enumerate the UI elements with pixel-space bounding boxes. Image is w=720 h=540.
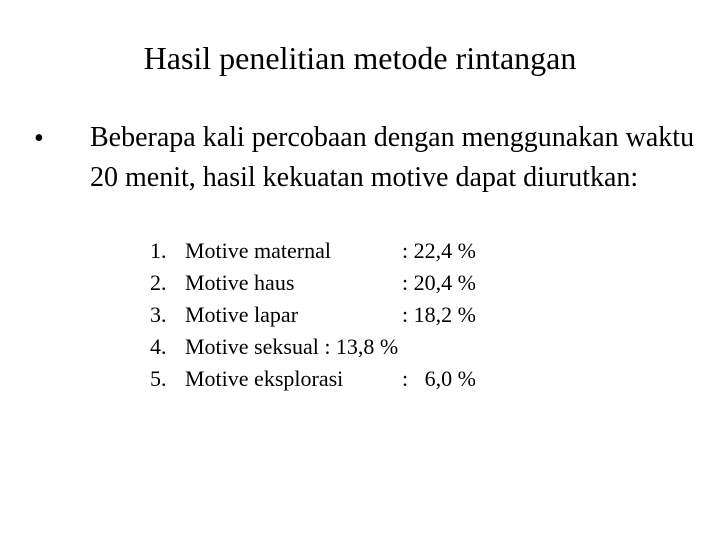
bullet-icon: • [34,123,44,154]
bullet-text: Beberapa kali percobaan dengan menggunakan waktu 20 menit, hasil kekuatan motive dapat diurutkan: [90,122,695,193]
result-number: 4. [150,334,167,359]
result-name: Motive eksplorasi [185,366,344,391]
result-number: 1. [150,238,167,263]
result-value: : 22,4 % [402,238,476,263]
slide-title: Hasil penelitian metode rintangan [143,40,577,76]
result-number: 2. [150,270,167,295]
result-value: : 20,4 % [402,270,476,295]
result-value: : 6,0 % [402,366,476,391]
result-name: Motive haus [185,270,295,295]
result-name: Motive maternal [185,238,332,263]
result-number: 3. [150,302,167,327]
result-name: Motive lapar [185,302,299,327]
result-number: 5. [150,366,167,391]
result-line: Motive seksual : 13,8 % [185,334,399,359]
result-value: : 18,2 % [402,302,476,327]
